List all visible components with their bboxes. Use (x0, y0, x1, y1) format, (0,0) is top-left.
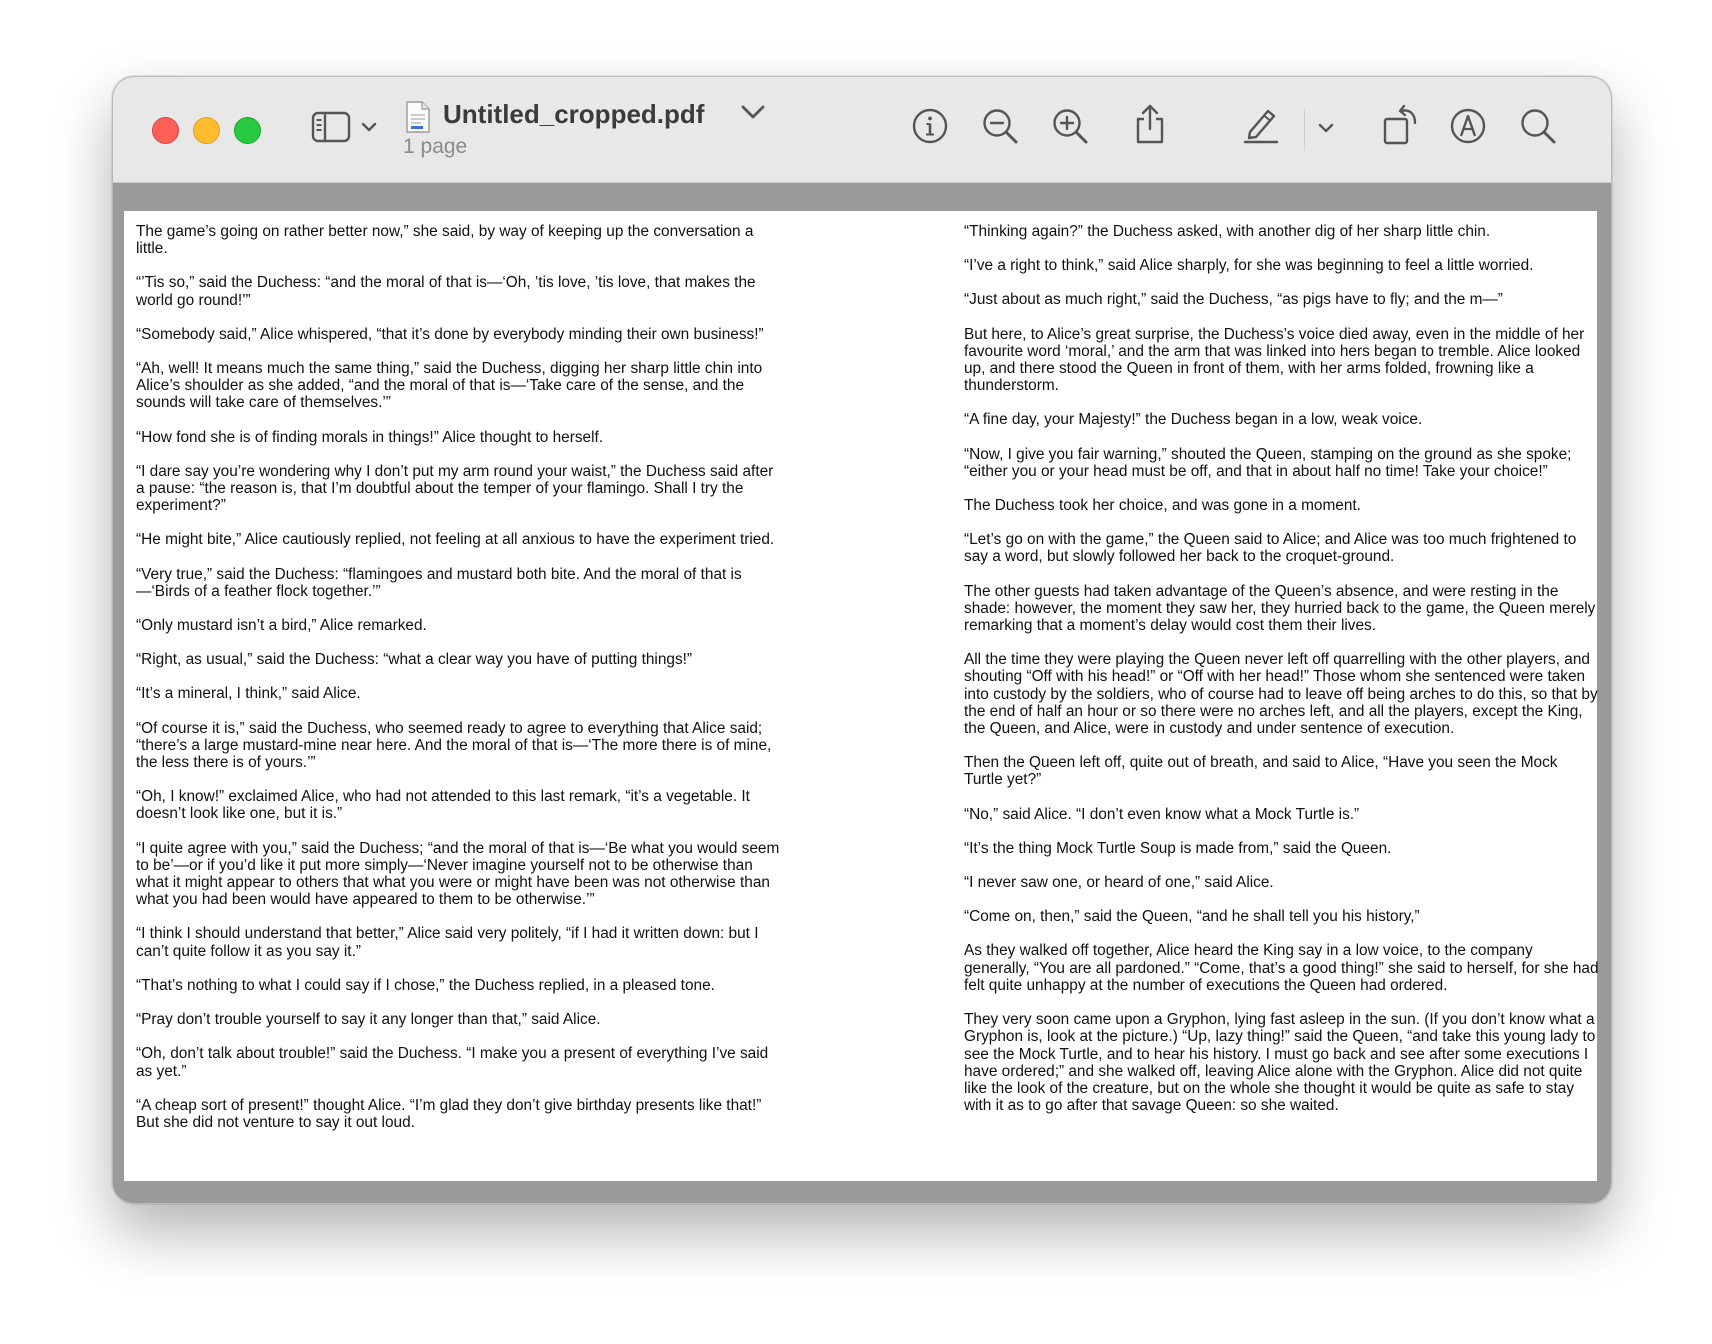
paragraph: “Right, as usual,” said the Duchess: “what a clear way you have of putting things!” (136, 651, 693, 669)
paragraph: “How fond she is of finding morals in things!” Alice thought to herself. (136, 428, 604, 446)
paragraph: “I quite agree with you,” said the Duchess; “and the moral of that is—‘Be what you would seem to be’—or if you’d like it put more simply—‘Never imagine yourself not to be otherwise than what it might appear to others that what you were or might have been was not otherwise than what you had been would have appeared to them to be otherwise.’” (136, 839, 780, 909)
paragraph: The Duchess took her choice, and was gone in a moment. (964, 497, 1361, 515)
sidebar-icon[interactable] (311, 111, 351, 143)
minimize-button[interactable] (193, 117, 220, 144)
share-icon[interactable] (1133, 103, 1167, 145)
highlight-pen-icon[interactable] (1241, 105, 1281, 145)
paragraph: “It’s a mineral, I think,” said Alice. (136, 685, 361, 703)
paragraph: “I’ve a right to think,” said Alice sharply, for she was beginning to feel a little worried. (964, 257, 1534, 275)
paragraph: “Come on, then,” said the Queen, “and he shall tell you his history,” (964, 908, 1420, 926)
info-icon[interactable] (911, 107, 949, 145)
paragraph: They very soon came upon a Gryphon, lying fast asleep in the sun. (If you don’t know what a Gryphon is, look at the picture.) “Up, lazy thing!” said the Queen, “and take this young lady to see the Mock Turtle, and to hear his history. I must go back and see after some executions I have ordered;” and she walked off, leaving Alice alone with the Gryphon. Alice did not quite like the look of the creature, but on the whole she thought it would be quite as safe to stay with it as to go after that savage Queen: so she waited. (964, 1011, 1596, 1115)
right-text-column (964, 223, 1599, 1131)
rotate-icon[interactable] (1381, 103, 1421, 147)
left-text-column (136, 223, 781, 1148)
title-chevron-down-icon[interactable] (740, 103, 766, 121)
preview-window (112, 76, 1612, 1204)
zoom-in-icon[interactable] (1051, 107, 1091, 147)
paragraph: “A fine day, your Majesty!” the Duchess began in a low, weak voice. (964, 411, 1423, 429)
paragraph: All the time they were playing the Queen never left off quarrelling with the other players, and shouting “Off with his head!” or “Off with her head!” Those whom she sentenced were taken into custody by the soldiers, who of course had to leave off being arches to do this, so that by the end of half an hour or so there were no arches left, and all the players, except the King, the Queen, and Alice, were in custody and under sentence of execution. (964, 651, 1598, 738)
paragraph: “Pray don’t trouble yourself to say it any longer than that,” said Alice. (136, 1011, 601, 1029)
paragraph: “It’s the thing Mock Turtle Soup is made from,” said the Queen. (964, 839, 1392, 857)
paragraph: “Now, I give you fair warning,” shouted the Queen, stamping on the ground as she spoke; “either you or your head must be off, and that in about half no time! Take your choice!” (964, 445, 1572, 480)
paragraph: As they walked off together, Alice heard the King say in a low voice, to the company generally, “You are all pardoned.” “Come, that’s a good thing!” she said to herself, for she had felt quite unhappy at the number of executions the Queen had ordered. (964, 942, 1599, 994)
page-count: 1 page (403, 135, 468, 158)
paragraph: “I never saw one, or heard of one,” said Alice. (964, 874, 1274, 892)
paragraph: “Oh, don’t talk about trouble!” said the Duchess. “I make you a present of everything I’ve said as yet.” (136, 1045, 769, 1080)
pdf-page[interactable] (124, 211, 1597, 1181)
markup-icon[interactable] (1449, 107, 1487, 145)
paragraph: The other guests had taken advantage of the Queen’s absence, and were resting in the shade: however, the moment they saw her, they hurried back to the game, the Queen merely remarking that a moment’s delay would cost them their lives. (964, 582, 1596, 635)
zoom-button[interactable] (234, 117, 261, 144)
paragraph: “Somebody said,” Alice whispered, “that it’s done by everybody minding their own business!” (136, 325, 764, 343)
chevron-down-icon[interactable] (1318, 122, 1334, 134)
pdf-document-icon (405, 101, 431, 133)
paragraph: “Thinking again?” the Duchess asked, with another dig of her sharp little chin. (964, 223, 1491, 240)
paragraph: “Of course it is,” said the Duchess, who seemed ready to agree to everything that Alice said; “there’s a large mustard-mine near here. And the moral of that is—‘The more there is of mine, the less there is of yours.’” (136, 719, 772, 772)
paragraph: “He might bite,” Alice cautiously replied, not feeling at all anxious to have the experiment tried. (136, 531, 775, 549)
paragraph: “That’s nothing to what I could say if I chose,” the Duchess replied, in a pleased tone. (136, 976, 715, 994)
paragraph: “Ah, well! It means much the same thing,” said the Duchess, digging her sharp little chin into Alice’s shoulder as she added, “and the moral of that is—‘Take care of the sense, and the sounds will take care of themselves.’” (136, 360, 763, 412)
paragraph: “Let’s go on with the game,” the Queen said to Alice; and Alice was too much frightened to say a word, but slowly followed her back to the croquet-ground. (964, 531, 1577, 566)
paragraph: “Very true,” said the Duchess: “flamingoes and mustard both bite. And the moral of that is—‘Birds of a feather flock together.’” (136, 565, 742, 600)
chevron-down-icon[interactable] (361, 121, 377, 133)
toolbar (113, 77, 1611, 183)
paragraph: “No,” said Alice. “I don’t even know what a Mock Turtle is.” (964, 805, 1360, 823)
zoom-out-icon[interactable] (981, 107, 1021, 147)
paragraph: “Just about as much right,” said the Duchess, “as pigs have to fly; and the m—” (964, 291, 1503, 309)
paragraph: “I dare say you’re wondering why I don’t put my arm round your waist,” the Duchess said after a pause: “the reason is, that I’m doubtful about the temper of your flamingo. Shall I try the experiment?” (136, 462, 774, 515)
paragraph: But here, to Alice’s great surprise, the Duchess’s voice died away, even in the middle of her favourite word ‘moral,’ and the arm that was linked into hers began to tremble. Alice looked up, and there stood the Queen in front of them, with her arms folded, frowning like a thunderstorm. (964, 325, 1585, 395)
document-title[interactable]: Untitled_cropped.pdf (443, 99, 705, 129)
paragraph: “A cheap sort of present!” thought Alice. “I’m glad they don’t give birthday presents like that!” But she did not venture to say it out loud. (136, 1096, 762, 1131)
toolbar-divider (1304, 109, 1305, 151)
paragraph: “’Tis so,” said the Duchess: “and the moral of that is—‘Oh, ’tis love, ’tis love, that makes the world go round!’” (136, 274, 756, 309)
paragraph: Then the Queen left off, quite out of breath, and said to Alice, “Have you seen the Mock Turtle yet?” (964, 754, 1558, 789)
paragraph: “Oh, I know!” exclaimed Alice, who had not attended to this last remark, “it’s a vegetable. It doesn’t look like one, but it is.” (136, 788, 750, 823)
paragraph: “Only mustard isn’t a bird,” Alice remarked. (136, 617, 427, 635)
paragraph: The game’s going on rather better now,” she said, by way of keeping up the conversation a little. (136, 223, 754, 258)
paragraph: “I think I should understand that better,” Alice said very politely, “if I had it written down: but I can’t quite follow it as you say it.” (136, 925, 759, 960)
close-button[interactable] (152, 117, 179, 144)
search-icon[interactable] (1519, 107, 1559, 147)
